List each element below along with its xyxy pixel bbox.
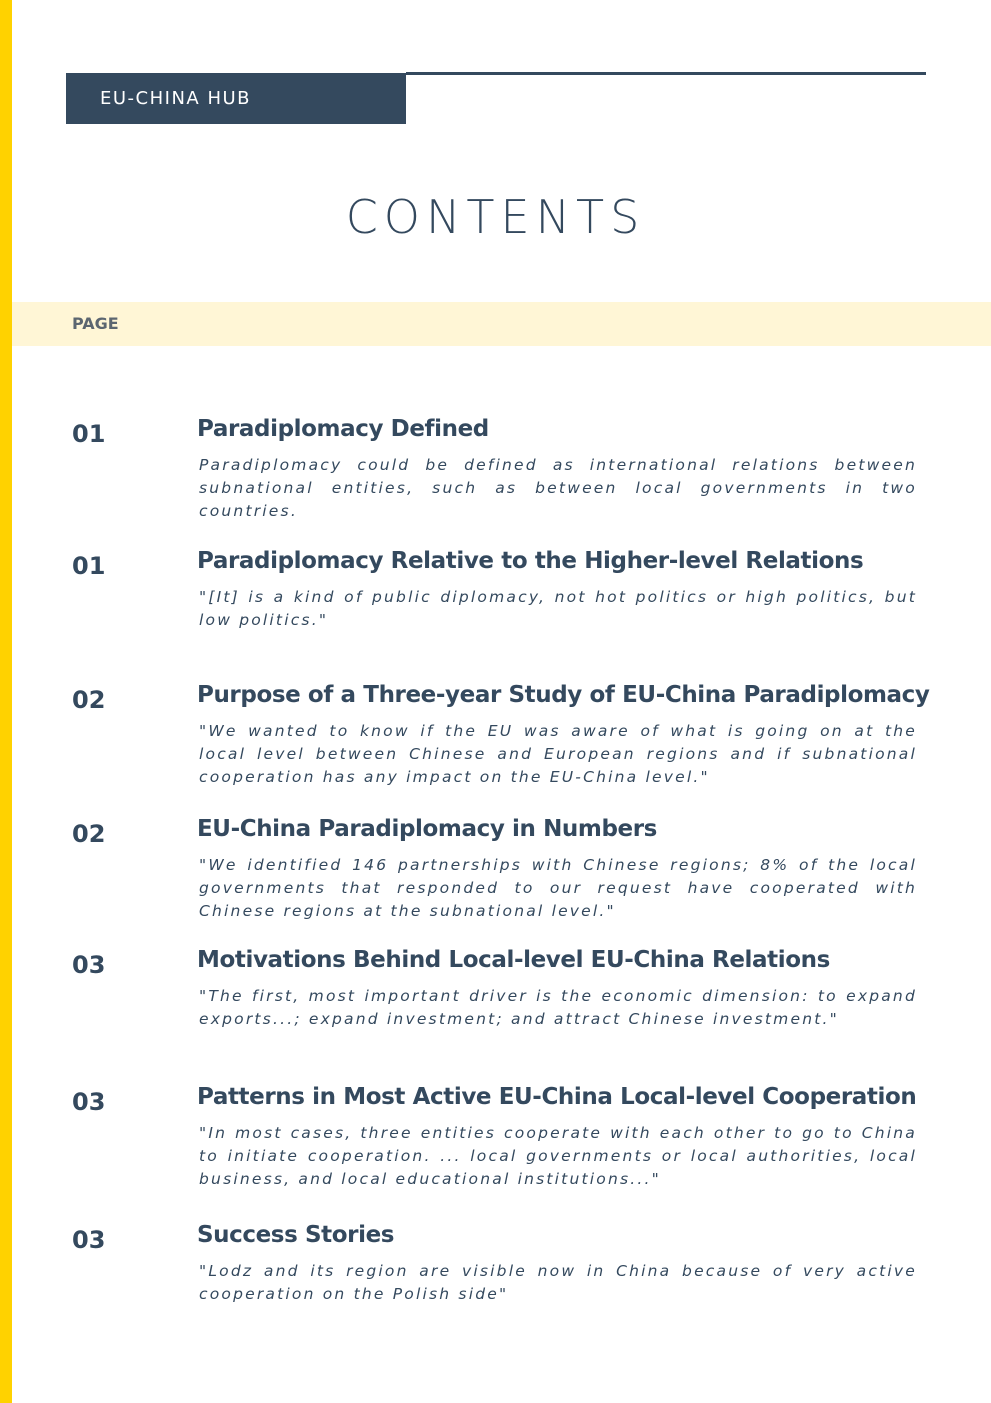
toc-page-number: 02	[72, 820, 106, 848]
toc-entry-quote: Paradiplomacy could be defined as international relations between subnational entities, such as between local governments in two countries.	[199, 456, 917, 520]
toc-page-number: 03	[72, 1088, 106, 1116]
toc-page-number: 01	[72, 552, 106, 580]
toc-page-number: 01	[72, 420, 106, 448]
page-column-label: PAGE	[72, 314, 119, 333]
toc-entry-title[interactable]: EU-China Paradiplomacy in Numbers	[197, 816, 657, 842]
toc-page-number: 02	[72, 686, 106, 714]
toc-entry-quote: "We identified 146 partnerships with Chinese regions; 8% of the local governments that responded to our request have cooperated with Chinese regions at the subnational level."	[199, 856, 917, 920]
toc-entry-title[interactable]: Motivations Behind Local-level EU-China Relations	[197, 947, 830, 973]
page-title: CONTENTS	[345, 190, 646, 244]
toc-entry-quote: "Lodz and its region are visible now in China because of very active cooperation on the Polish side"	[199, 1262, 917, 1303]
column-header-band	[12, 302, 991, 346]
toc-entry-title[interactable]: Success Stories	[197, 1222, 395, 1248]
toc-page-number: 03	[72, 1226, 106, 1254]
toc-entry-title[interactable]: Paradiplomacy Relative to the Higher-level Relations	[197, 548, 864, 574]
toc-entry-title[interactable]: Purpose of a Three-year Study of EU-China Paradiplomacy	[197, 682, 930, 708]
toc-page-number: 03	[72, 951, 106, 979]
toc-entry-title[interactable]: Paradiplomacy Defined	[197, 416, 489, 442]
toc-entry-quote: "We wanted to know if the EU was aware of what is going on at the local level between Chinese and European regions and if subnational cooperation has any impact on the EU-China level."	[199, 722, 917, 786]
header-rule	[406, 72, 926, 75]
toc-entry-quote: "The first, most important driver is the economic dimension: to expand exports...; expand investment; and attract Chinese investment."	[199, 987, 917, 1028]
toc-entry-quote: "[It] is a kind of public diplomacy, not hot politics or high politics, but low politics."	[199, 588, 917, 629]
brand-label: EU-CHINA HUB	[66, 73, 406, 124]
toc-entry-title[interactable]: Patterns in Most Active EU-China Local-level Cooperation	[197, 1084, 917, 1110]
toc-entry-quote: "In most cases, three entities cooperate with each other to go to China to initiate cooperation. ... local governments or local authorities, local business, and local educational institutions..."	[199, 1124, 917, 1188]
